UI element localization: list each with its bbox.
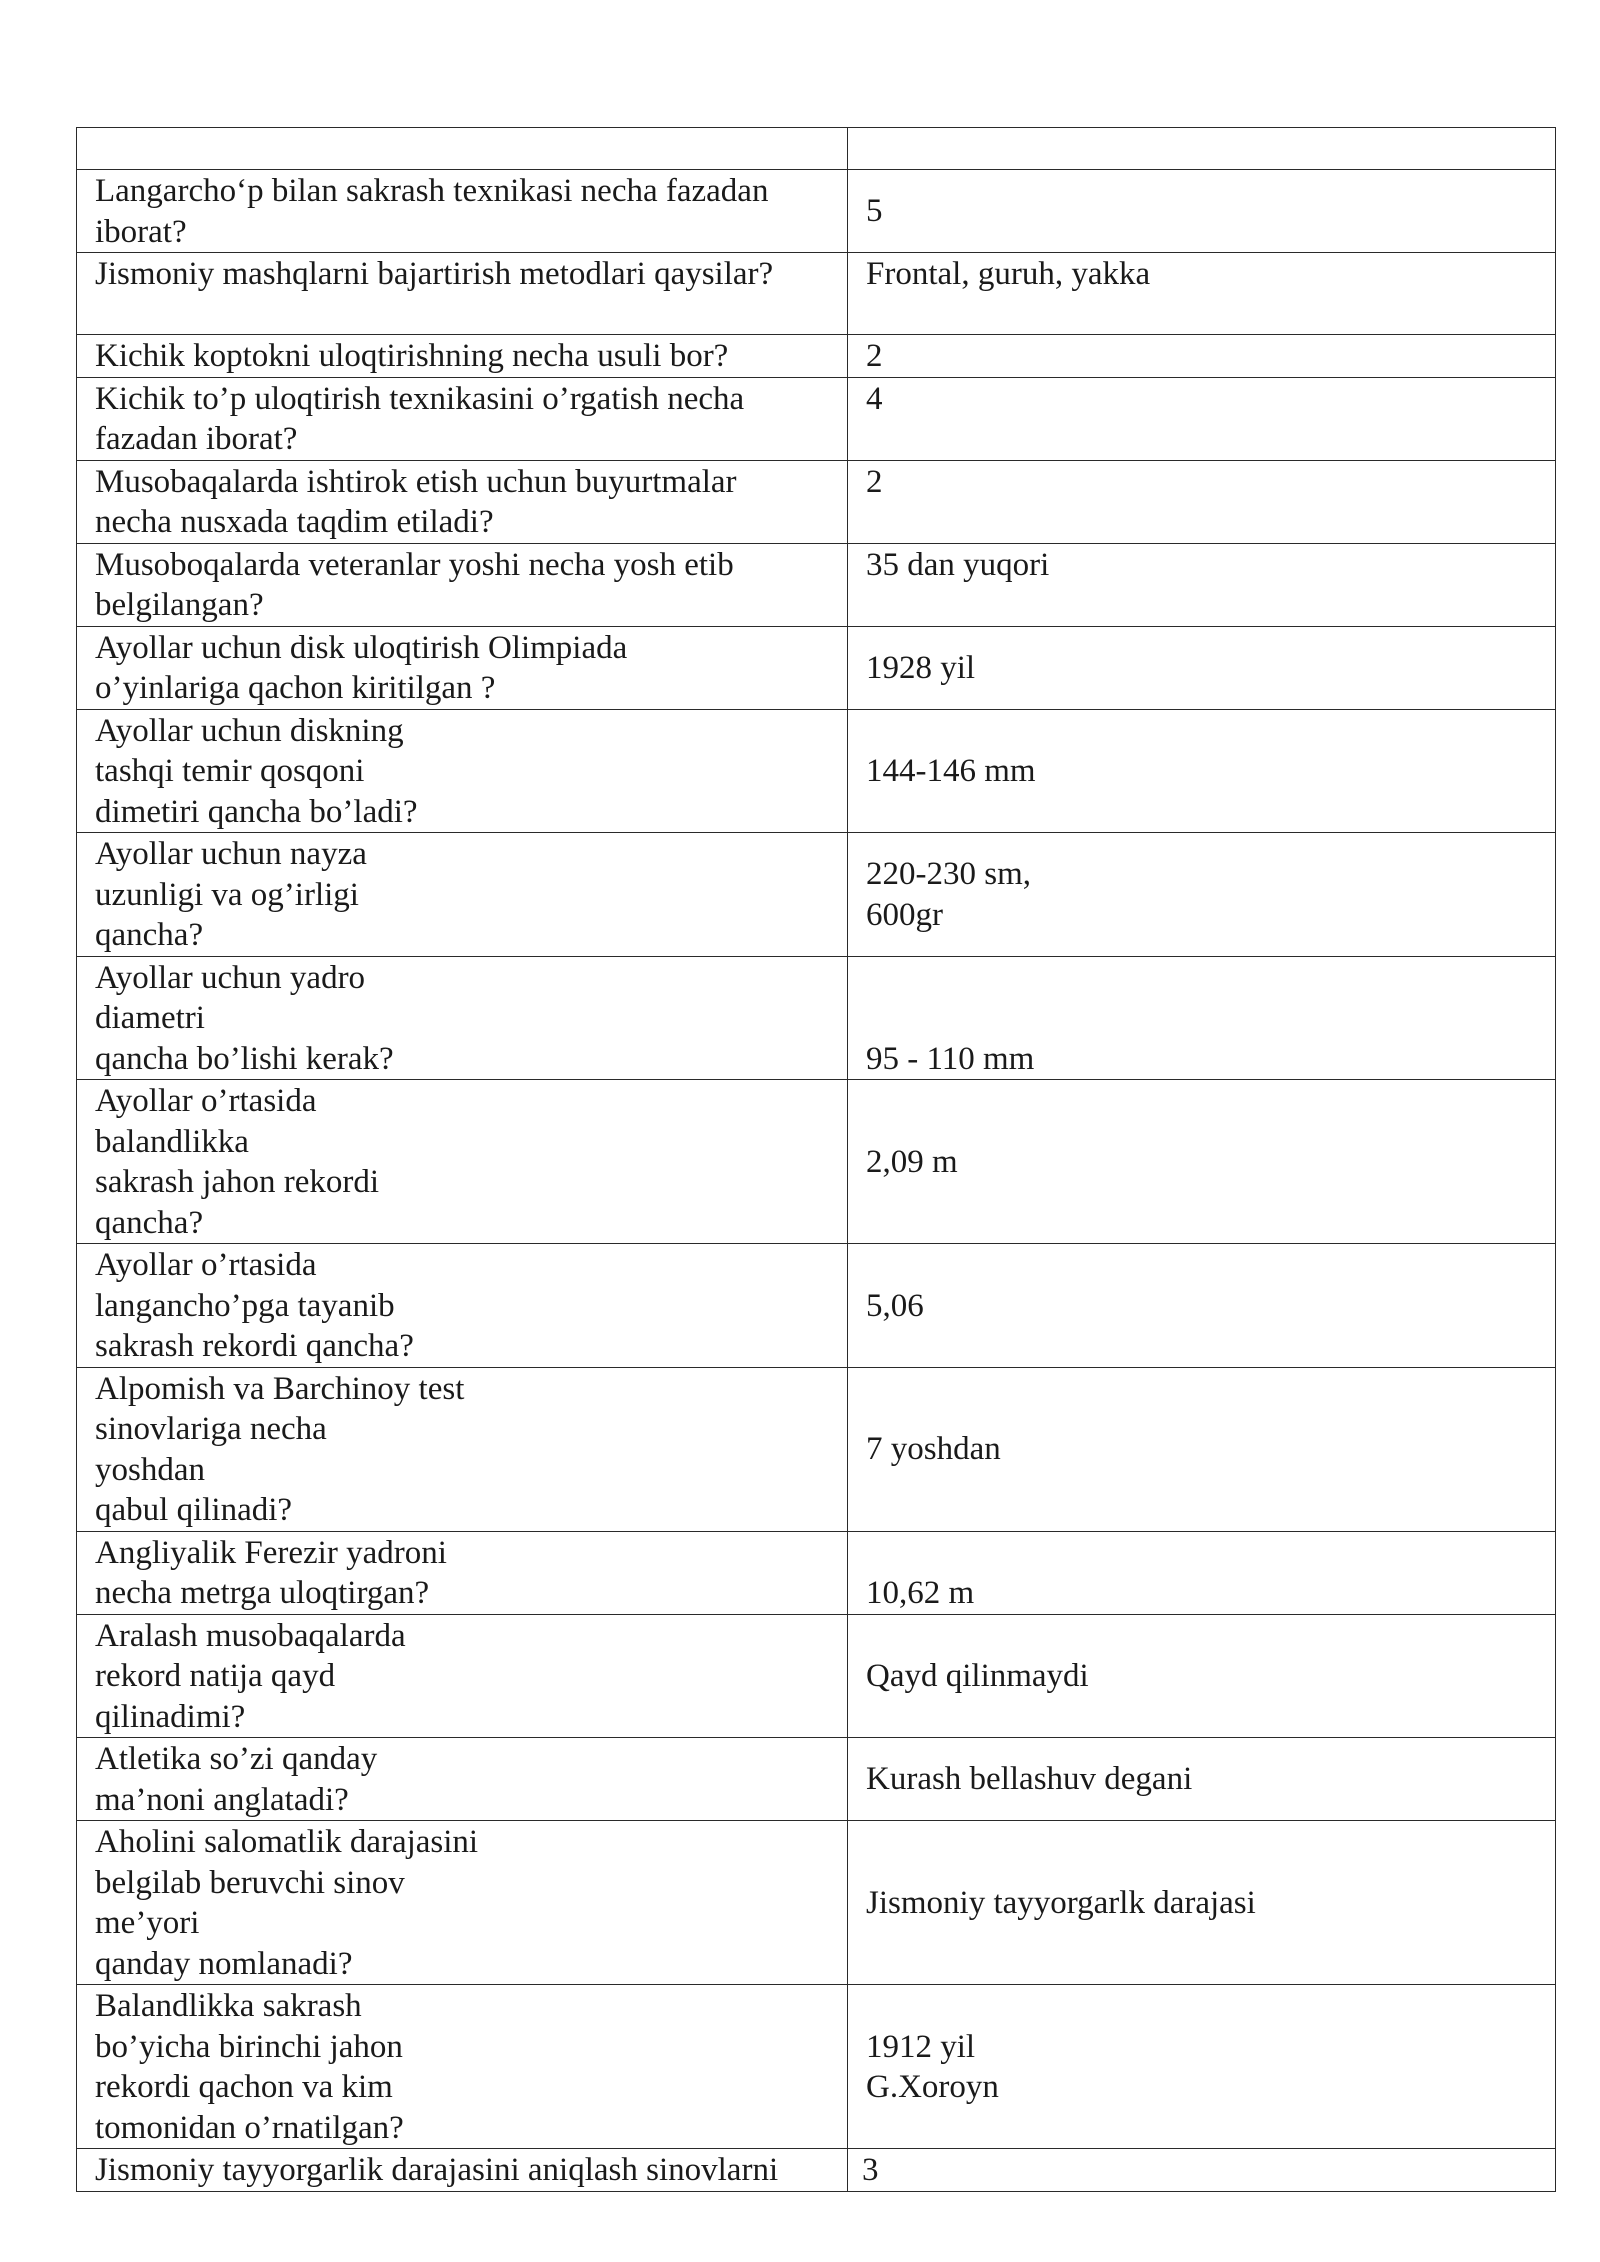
answer-cell bbox=[848, 128, 1556, 170]
answer-cell: 5 bbox=[848, 170, 1556, 253]
answer-cell: Frontal, guruh, yakka bbox=[848, 253, 1556, 335]
question-cell: Jismoniy mashqlarni bajartirish metodlari qaysilar? bbox=[77, 253, 848, 335]
question-cell: Ayollar uchun disk uloqtirish Olimpiada o’yinlariga qachon kiritilgan ? bbox=[77, 626, 848, 709]
table-row bbox=[77, 956, 1556, 1080]
table-row bbox=[77, 253, 1556, 335]
table-row bbox=[77, 1244, 1556, 1368]
answer-cell: 1928 yil bbox=[848, 626, 1556, 709]
answer-cell: 5,06 bbox=[848, 1244, 1556, 1368]
table-row bbox=[77, 1080, 1556, 1244]
table-row bbox=[77, 709, 1556, 833]
answer-cell: 7 yoshdan bbox=[848, 1367, 1556, 1531]
question-cell: Langarcho‘p bilan sakrash texnikasi necha fazadan iborat? bbox=[77, 170, 848, 253]
table-row bbox=[77, 1367, 1556, 1531]
qa-table-body bbox=[77, 128, 1556, 2192]
question-cell: Kichik to’p uloqtirish texnikasini o’rgatish necha fazadan iborat? bbox=[77, 377, 848, 460]
answer-cell: 10,62 m bbox=[848, 1531, 1556, 1614]
table-row bbox=[77, 377, 1556, 460]
question-cell: Balandlikka sakrash bo’yicha birinchi jahon rekordi qachon va kim tomonidan o’rnatilgan? bbox=[77, 1985, 848, 2149]
question-cell: Musoboqalarda veteranlar yoshi necha yosh etib belgilangan? bbox=[77, 543, 848, 626]
table-row bbox=[77, 1531, 1556, 1614]
table-row bbox=[77, 128, 1556, 170]
table-row bbox=[77, 1738, 1556, 1821]
answer-cell: 144-146 mm bbox=[848, 709, 1556, 833]
question-cell bbox=[77, 128, 848, 170]
question-cell: Alpomish va Barchinoy test sinovlariga necha yoshdan qabul qilinadi? bbox=[77, 1367, 848, 1531]
table-row bbox=[77, 460, 1556, 543]
table-row bbox=[77, 2149, 1556, 2192]
question-cell: Ayollar o’rtasida balandlikka sakrash jahon rekordi qancha? bbox=[77, 1080, 848, 1244]
question-cell: Aralash musobaqalarda rekord natija qayd qilinadimi? bbox=[77, 1614, 848, 1738]
question-cell: Ayollar uchun nayza uzunligi va og’irligi qancha? bbox=[77, 833, 848, 957]
answer-cell: Jismoniy tayyorgarlk darajasi bbox=[848, 1821, 1556, 1985]
question-cell: Musobaqalarda ishtirok etish uchun buyurtmalar necha nusxada taqdim etiladi? bbox=[77, 460, 848, 543]
table-row bbox=[77, 1821, 1556, 1985]
answer-cell: 2,09 m bbox=[848, 1080, 1556, 1244]
question-cell: Ayollar uchun diskning tashqi temir qosqoni dimetiri qancha bo’ladi? bbox=[77, 709, 848, 833]
qa-table bbox=[76, 127, 1556, 2192]
answer-cell: 4 bbox=[848, 377, 1556, 460]
question-cell: Jismoniy tayyorgarlik darajasini aniqlash sinovlarni bbox=[77, 2149, 848, 2192]
question-cell: Ayollar o’rtasida langancho’pga tayanib sakrash rekordi qancha? bbox=[77, 1244, 848, 1368]
question-cell: Aholini salomatlik darajasini belgilab beruvchi sinov me’yori qanday nomlanadi? bbox=[77, 1821, 848, 1985]
table-row bbox=[77, 543, 1556, 626]
answer-cell: 3 bbox=[848, 2149, 1556, 2192]
table-row bbox=[77, 626, 1556, 709]
question-cell: Angliyalik Ferezir yadroni necha metrga uloqtirgan? bbox=[77, 1531, 848, 1614]
table-row bbox=[77, 335, 1556, 378]
answer-cell: 35 dan yuqori bbox=[848, 543, 1556, 626]
question-cell: Kichik koptokni uloqtirishning necha usuli bor? bbox=[77, 335, 848, 378]
answer-cell: Kurash bellashuv degani bbox=[848, 1738, 1556, 1821]
answer-cell: 2 bbox=[848, 335, 1556, 378]
answer-cell: Qayd qilinmaydi bbox=[848, 1614, 1556, 1738]
question-cell: Ayollar uchun yadro diametri qancha bo’lishi kerak? bbox=[77, 956, 848, 1080]
answer-cell: 95 - 110 mm bbox=[848, 956, 1556, 1080]
table-row bbox=[77, 1985, 1556, 2149]
answer-cell: 1912 yil G.Xoroyn bbox=[848, 1985, 1556, 2149]
table-row bbox=[77, 833, 1556, 957]
question-cell: Atletika so’zi qanday ma’noni anglatadi? bbox=[77, 1738, 848, 1821]
table-row bbox=[77, 1614, 1556, 1738]
table-row bbox=[77, 170, 1556, 253]
answer-cell: 220-230 sm, 600gr bbox=[848, 833, 1556, 957]
answer-cell: 2 bbox=[848, 460, 1556, 543]
